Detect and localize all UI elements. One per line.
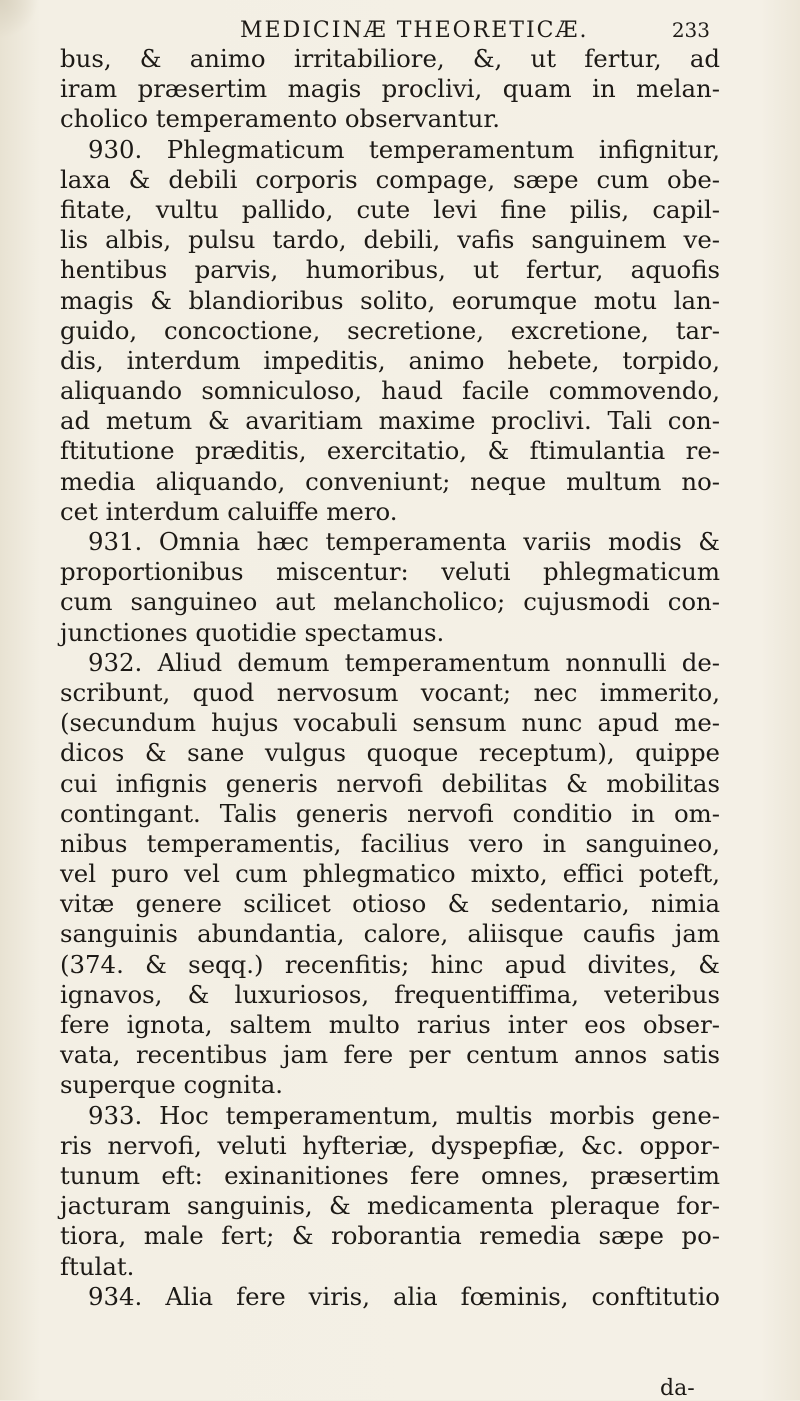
text-line: ftitutione præditis, exercitatio, & ftimulantia re- xyxy=(60,436,720,466)
text-line: superque cognita. xyxy=(60,1070,284,1100)
text-line: hentibus parvis, humoribus, ut fertur, aquofis xyxy=(60,255,720,285)
text-line: scribunt, quod nervosum vocant; nec immerito, xyxy=(60,677,720,707)
text-line: tiora, male fert; & roborantia remedia sæpe po- xyxy=(60,1221,720,1251)
text-line: aliquando somniculoso, haud facile commovendo, xyxy=(60,376,720,406)
text-line: iram præsertim magis proclivi, quam in melan- xyxy=(60,74,720,104)
text-line: cui infignis generis nervofi debilitas & mobilitas xyxy=(60,768,720,798)
catchword: da- xyxy=(660,1376,695,1401)
text-line: contingant. Talis generis nervofi conditio in om- xyxy=(60,798,720,828)
page-corner-shadow xyxy=(0,0,40,40)
text-line: junctiones quotidie spectamus. xyxy=(60,617,445,647)
text-line: cum sanguineo aut melancholico; cujusmodi con- xyxy=(60,587,720,617)
text-line: ftulat. xyxy=(60,1251,135,1281)
text-line: bus, & animo irritabiliore, &, ut fertur, ad xyxy=(60,44,720,73)
text-line: fere ignota, saltem multo rarius inter eos obser- xyxy=(60,1010,720,1039)
text-line: ignavos, & luxuriosos, frequentiffima, veteribus xyxy=(60,979,720,1009)
text-line: dicos & sane vulgus quoque receptum), quippe xyxy=(60,738,720,768)
text-line: ris nervofi, veluti hyfteriæ, dyspepfiæ, &c. oppor- xyxy=(60,1130,720,1160)
text-line: ad metum & avaritiam maxime proclivi. Tali con- xyxy=(60,406,720,436)
text-line: lis albis, pulsu tardo, debili, vafis sanguinem ve- xyxy=(60,225,720,255)
text-line: vel puro vel cum phlegmatico mixto, effici poteft, xyxy=(60,859,720,889)
text-line: 930. Phlegmaticum temperamentum infignitur, xyxy=(88,134,720,164)
text-line: media aliquando, conveniunt; neque multum no- xyxy=(60,466,720,496)
text-line: nibus temperamentis, facilius vero in sanguineo, xyxy=(60,828,720,858)
text-line: dis, interdum impeditis, animo hebete, torpido, xyxy=(60,345,720,375)
text-line: guido, concoctione, secretione, excretione, tar- xyxy=(60,315,720,345)
running-title: MEDICINÆ THEORETICÆ. xyxy=(240,18,589,43)
text-line: (secundum hujus vocabuli sensum nunc apud me- xyxy=(60,708,720,738)
text-line: laxa & debili corporis compage, sæpe cum obe- xyxy=(60,164,720,194)
text-line: tunum eft: exinanitiones fere omnes, præsertim xyxy=(60,1160,720,1190)
text-line: sanguinis abundantia, calore, aliisque caufis jam xyxy=(60,919,720,949)
text-line: 931. Omnia hæc temperamenta variis modis & xyxy=(88,527,720,556)
text-line: cet interdum caluiffe mero. xyxy=(60,496,398,526)
page-number: 233 xyxy=(671,18,710,42)
text-line: magis & blandioribus solito, eorumque motu lan- xyxy=(60,285,720,315)
text-line: jacturam sanguinis, & medicamenta pleraque for- xyxy=(60,1191,720,1221)
text-line: (374. & seqq.) recenfitis; hinc apud divites, & xyxy=(60,949,720,979)
text-line: proportionibus miscentur: veluti phlegmaticum xyxy=(60,557,720,587)
text-line: 932. Aliud demum temperamentum nonnulli de- xyxy=(88,647,720,677)
text-line: 934. Alia fere viris, alia fœminis, conftitutio xyxy=(88,1281,720,1311)
text-line: 933. Hoc temperamentum, multis morbis gene- xyxy=(88,1100,720,1130)
text-line: vitæ genere scilicet otioso & sedentario, nimia xyxy=(60,889,720,919)
text-line: fitate, vultu pallido, cute levi fine pilis, capil- xyxy=(60,194,720,224)
body-text xyxy=(60,44,720,1312)
text-line: cholico temperamento observantur. xyxy=(60,104,501,134)
text-line: vata, recentibus jam fere per centum annos satis xyxy=(60,1040,720,1070)
